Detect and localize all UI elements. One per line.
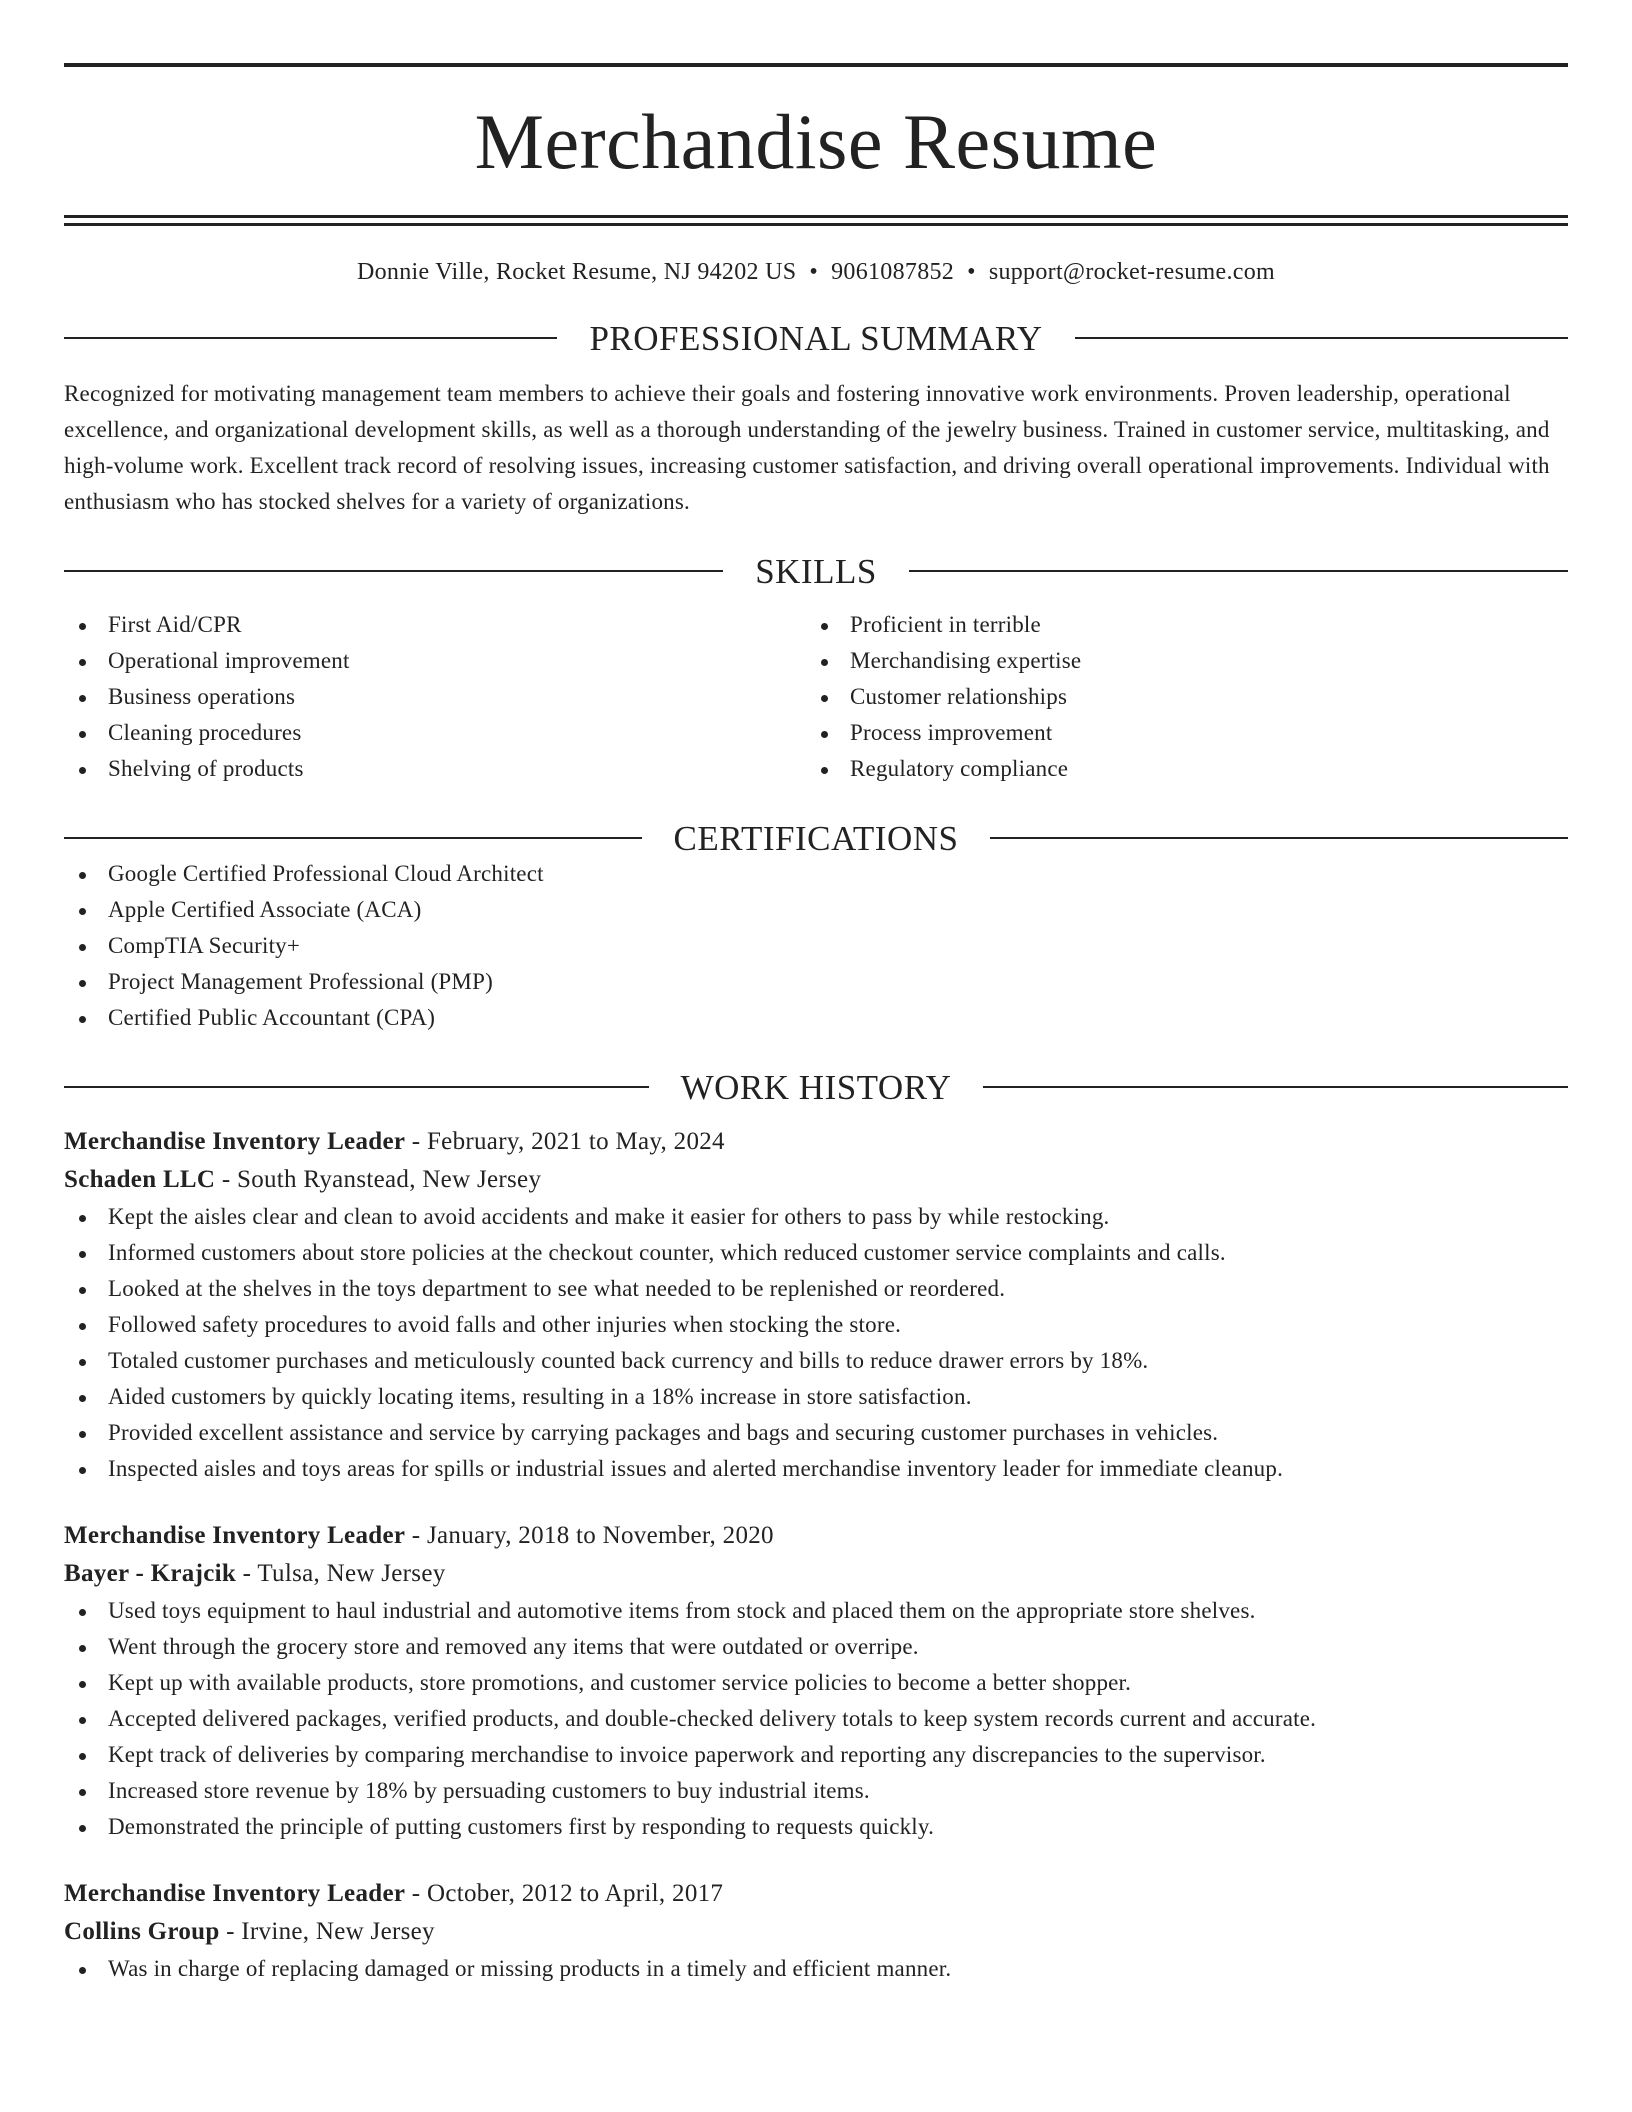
section-rule-right (1075, 337, 1568, 339)
top-rule (64, 63, 1568, 67)
job-bullet: Followed safety procedures to avoid falls and other injuries when stocking the store. (64, 1307, 1568, 1343)
job-bullet: Provided excellent assistance and service by carrying packages and bags and securing customer purchases in vehicles. (64, 1415, 1568, 1451)
job-bullet: Used toys equipment to haul industrial and automotive items from stock and placed them on the appropriate store shelves. (64, 1593, 1568, 1629)
job-bullet: Kept the aisles clear and clean to avoid accidents and make it easier for others to pass by while restocking. (64, 1199, 1568, 1235)
section-title: PROFESSIONAL SUMMARY (589, 318, 1043, 358)
skill-item: Shelving of products (64, 751, 806, 787)
job-company: Schaden LLC (64, 1165, 216, 1193)
job-location: - Tulsa, New Jersey (236, 1559, 446, 1587)
section-rule-left (64, 337, 557, 339)
job-bullet: Went through the grocery store and removed any items that were outdated or overripe. (64, 1629, 1568, 1665)
skill-item: Customer relationships (806, 679, 1548, 715)
contact-address: Donnie Ville, Rocket Resume, NJ 94202 US (356, 259, 797, 285)
job-entry (64, 1517, 1568, 1845)
skill-item: Business operations (64, 679, 806, 715)
section-header-skills (64, 551, 1568, 591)
job-bullet: Totaled customer purchases and meticulously counted back currency and bills to reduce drawer errors by 18%. (64, 1343, 1568, 1379)
job-bullet: Inspected aisles and toys areas for spills or industrial issues and alerted merchandise inventory leader for immediate cleanup. (64, 1451, 1568, 1487)
skill-item: Process improvement (806, 715, 1548, 751)
skills-column-right (806, 607, 1548, 787)
skill-item: Proficient in terrible (806, 607, 1548, 643)
skill-item: First Aid/CPR (64, 607, 806, 643)
skills-grid (64, 607, 1568, 787)
job-dates: - February, 2021 to May, 2024 (405, 1127, 725, 1155)
section-title: WORK HISTORY (680, 1067, 952, 1107)
contact-separator: • (967, 259, 976, 285)
job-title-line (64, 1875, 1568, 1913)
job-bullet: Kept up with available products, store promotions, and customer service policies to become a better shopper. (64, 1665, 1568, 1701)
job-company-line (64, 1161, 1568, 1199)
section-header-certifications (64, 818, 1568, 858)
job-company: Bayer - Krajcik (64, 1559, 237, 1587)
section-rule-right (909, 570, 1568, 572)
job-bullets (64, 1593, 1568, 1845)
job-bullets (64, 1951, 1568, 1987)
job-title-line (64, 1123, 1568, 1161)
section-header-summary (64, 318, 1568, 358)
job-dates: - October, 2012 to April, 2017 (405, 1879, 724, 1907)
skill-item: Operational improvement (64, 643, 806, 679)
job-bullet: Kept track of deliveries by comparing merchandise to invoice paperwork and reporting any discrepancies to the supervisor. (64, 1737, 1568, 1773)
skill-item: Cleaning procedures (64, 715, 806, 751)
job-title: Merchandise Inventory Leader (64, 1127, 406, 1155)
job-bullet: Aided customers by quickly locating items, resulting in a 18% increase in store satisfaction. (64, 1379, 1568, 1415)
job-bullet: Informed customers about store policies at the checkout counter, which reduced customer service complaints and calls. (64, 1235, 1568, 1271)
job-bullet: Was in charge of replacing damaged or missing products in a timely and efficient manner. (64, 1951, 1568, 1987)
job-location: - South Ryanstead, New Jersey (215, 1165, 542, 1193)
job-bullet: Looked at the shelves in the toys department to see what needed to be replenished or reordered. (64, 1271, 1568, 1307)
section-rule-right (990, 837, 1568, 839)
skills-column-left (64, 607, 806, 787)
job-dates: - January, 2018 to November, 2020 (405, 1521, 774, 1549)
section-rule-left (64, 1086, 649, 1088)
section-rule-left (64, 570, 723, 572)
resume-title: Merchandise Resume (474, 98, 1158, 185)
skill-item: Regulatory compliance (806, 751, 1548, 787)
job-bullets (64, 1199, 1568, 1487)
contact-phone: 9061087852 (831, 259, 955, 285)
job-entry (64, 1123, 1568, 1487)
summary-text: Recognized for motivating management team members to achieve their goals and fostering innovative work environments. Proven leadership, operational excellence, and organizational development skills, as well as a thorough understanding of the jewelry business. Trained in customer service, multitasking, and high-volume work. Excellent track record of resolving issues, increasing customer satisfaction, and driving overall operational improvements. Individual with enthusiasm who has stocked shelves for a variety of organizations. (64, 380, 1550, 514)
job-company: Collins Group (64, 1917, 220, 1945)
job-location: - Irvine, New Jersey (219, 1917, 435, 1945)
certification-item: Apple Certified Associate (ACA) (64, 892, 1568, 928)
section-title: CERTIFICATIONS (673, 818, 959, 858)
certifications-list (64, 856, 1568, 1036)
job-title: Merchandise Inventory Leader (64, 1521, 406, 1549)
job-bullet: Demonstrated the principle of putting customers first by responding to requests quickly. (64, 1809, 1568, 1845)
section-rule-left (64, 837, 642, 839)
job-title: Merchandise Inventory Leader (64, 1879, 406, 1907)
job-bullet: Increased store revenue by 18% by persuading customers to buy industrial items. (64, 1773, 1568, 1809)
contact-line (64, 258, 1568, 287)
job-title-line (64, 1517, 1568, 1555)
certification-item: Google Certified Professional Cloud Architect (64, 856, 1568, 892)
job-company-line (64, 1913, 1568, 1951)
section-header-work-history (64, 1067, 1568, 1107)
contact-email: support@rocket-resume.com (988, 259, 1275, 285)
certification-item: Project Management Professional (PMP) (64, 964, 1568, 1000)
section-title: SKILLS (755, 551, 877, 591)
certification-item: Certified Public Accountant (CPA) (64, 1000, 1568, 1036)
title-double-rule (64, 215, 1568, 226)
certification-item: CompTIA Security+ (64, 928, 1568, 964)
job-bullet: Accepted delivered packages, verified products, and double-checked delivery totals to keep system records current and accurate. (64, 1701, 1568, 1737)
job-company-line (64, 1555, 1568, 1593)
section-rule-right (983, 1086, 1568, 1088)
skill-item: Merchandising expertise (806, 643, 1548, 679)
contact-separator: • (809, 259, 819, 285)
job-entry (64, 1875, 1568, 1987)
